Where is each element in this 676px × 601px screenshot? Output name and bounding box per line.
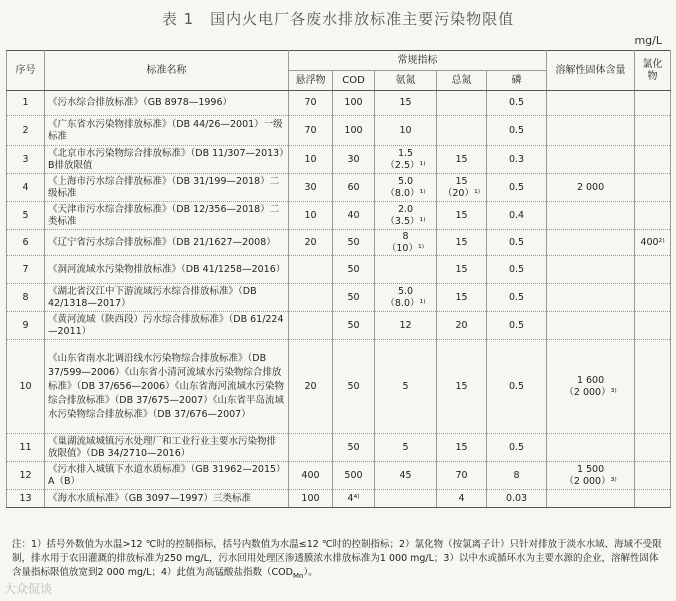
- cell-name: 《洞河流域水污染物排放标准》（DB 41/1258—2016）: [45, 256, 289, 284]
- cell-no: 2: [7, 116, 45, 146]
- cell-tds: [547, 230, 635, 256]
- cell-tn: 70: [437, 462, 487, 490]
- header-conventional: 常规指标: [289, 51, 547, 71]
- cell-cl: [635, 256, 671, 284]
- cell-ss: [289, 312, 333, 340]
- cell-name: 《海水水质标准》（GB 3097—1997）三类标准: [45, 490, 289, 508]
- cell-ss: 70: [289, 116, 333, 146]
- table-row: [7, 174, 671, 202]
- table-row: [7, 116, 671, 146]
- table-row: [7, 462, 671, 490]
- cell-tn: 15: [437, 256, 487, 284]
- cell-no: 13: [7, 490, 45, 508]
- cell-cl: [635, 434, 671, 462]
- cell-ss: 70: [289, 91, 333, 116]
- cell-tds: [547, 256, 635, 284]
- table-row: [7, 230, 671, 256]
- cell-tn: 15: [437, 146, 487, 174]
- cell-no: 6: [7, 230, 45, 256]
- header-no: 序号: [7, 51, 45, 91]
- unit-label: mg/L: [634, 34, 662, 47]
- cell-p: 0.5: [487, 116, 547, 146]
- cell-tds: 1 500 （2 000）³⁾: [547, 462, 635, 490]
- cell-nh3: 2.0 （3.5）¹⁾: [375, 202, 437, 230]
- cell-ss: [289, 434, 333, 462]
- cell-cod: 60: [333, 174, 375, 202]
- cell-cl: [635, 174, 671, 202]
- cell-tn: 15: [437, 230, 487, 256]
- cell-p: 0.5: [487, 284, 547, 312]
- cell-ss: 20: [289, 230, 333, 256]
- cell-no: 4: [7, 174, 45, 202]
- cell-p: 0.5: [487, 174, 547, 202]
- table-row: [7, 256, 671, 284]
- table-row: [7, 434, 671, 462]
- cell-name: 《山东省南水北调沿线水污染物综合排放标准》（DB 37/599—2006）《山东省小清河流域水污染物综合排放标准》（DB 37/656—2006）《山东省海河流域水污染物综合排放标准》（DB 37/675—2007）《山东省半岛流域水污染物综合排放标准》（DB 37/676—2007）: [45, 340, 289, 434]
- header-ss: 悬浮物: [289, 71, 333, 91]
- cell-tds: 1 600 （2 000）³⁾: [547, 340, 635, 434]
- cell-cod: 4⁴⁾: [333, 490, 375, 508]
- header-p: 磷: [487, 71, 547, 91]
- cell-tn: 15: [437, 202, 487, 230]
- cell-ss: 10: [289, 202, 333, 230]
- cell-ss: [289, 256, 333, 284]
- table-title: 表 1 国内火电厂各废水排放标准主要污染物限值: [161, 10, 515, 28]
- header-nh3: 氨氮: [375, 71, 437, 91]
- cell-cod: 100: [333, 116, 375, 146]
- cell-name: 《湖北省汉江中下游流域污水综合排放标准》（DB 42/1318—2017）: [45, 284, 289, 312]
- cell-ss: 20: [289, 340, 333, 434]
- table-row: [7, 202, 671, 230]
- cell-tds: [547, 434, 635, 462]
- cell-no: 7: [7, 256, 45, 284]
- header-name: 标准名称: [45, 51, 289, 91]
- table-row: [7, 146, 671, 174]
- cell-p: 0.3: [487, 146, 547, 174]
- cell-tn: 4: [437, 490, 487, 508]
- table-row: [7, 490, 671, 508]
- cell-no: 12: [7, 462, 45, 490]
- cell-cl: [635, 340, 671, 434]
- cell-tn: 15: [437, 284, 487, 312]
- cell-cod: 30: [333, 146, 375, 174]
- cell-nh3: 5.0 （8.0）¹⁾: [375, 284, 437, 312]
- table-row: [7, 284, 671, 312]
- header-cod: COD: [333, 71, 375, 91]
- cell-nh3: 8 （10）¹⁾: [375, 230, 437, 256]
- cell-p: 0.03: [487, 490, 547, 508]
- pollutant-limits-table: [6, 50, 671, 508]
- cell-cl: [635, 116, 671, 146]
- cell-p: 0.5: [487, 434, 547, 462]
- cell-tn: 15 （20）¹⁾: [437, 174, 487, 202]
- cell-tds: 2 000: [547, 174, 635, 202]
- cell-name: 《黄河流域（陕西段）污水综合排放标准》（DB 61/224—2011）: [45, 312, 289, 340]
- cell-name: 《辽宁省污水综合排放标准》（DB 21/1627—2008）: [45, 230, 289, 256]
- cell-no: 1: [7, 91, 45, 116]
- cell-cod: 40: [333, 202, 375, 230]
- cell-tn: 15: [437, 434, 487, 462]
- cell-tn: 15: [437, 340, 487, 434]
- cell-nh3: 12: [375, 312, 437, 340]
- cell-nh3: 1.5 （2.5）¹⁾: [375, 146, 437, 174]
- cell-name: 《上海市污水综合排放标准》（DB 31/199—2018）二级标准: [45, 174, 289, 202]
- header-tds: 溶解性固体含量: [547, 51, 635, 91]
- cell-p: 0.5: [487, 91, 547, 116]
- cell-tn: [437, 91, 487, 116]
- cell-cod: 500: [333, 462, 375, 490]
- cell-p: 8: [487, 462, 547, 490]
- cell-cl: [635, 312, 671, 340]
- cell-tds: [547, 146, 635, 174]
- cell-nh3: 5.0 （8.0）¹⁾: [375, 174, 437, 202]
- cell-p: 0.5: [487, 230, 547, 256]
- cell-p: 0.5: [487, 312, 547, 340]
- cell-cod: 50: [333, 230, 375, 256]
- cell-cl: [635, 146, 671, 174]
- cell-p: 0.4: [487, 202, 547, 230]
- cell-name: 《广东省水污染物排放标准》（DB 44/26—2001）一级标准: [45, 116, 289, 146]
- header-tn: 总氮: [437, 71, 487, 91]
- watermark-text: 大众侃谈: [4, 582, 53, 596]
- cell-p: 0.5: [487, 340, 547, 434]
- cell-nh3: [375, 256, 437, 284]
- cell-no: 9: [7, 312, 45, 340]
- cell-cod: 50: [333, 340, 375, 434]
- cell-p: 0.5: [487, 256, 547, 284]
- cell-ss: [289, 284, 333, 312]
- header-chloride: 氯化物: [635, 51, 671, 91]
- cell-nh3: [375, 490, 437, 508]
- cell-name: 《污水综合排放标准》（GB 8978—1996）: [45, 91, 289, 116]
- cell-ss: 400: [289, 462, 333, 490]
- cell-cl: [635, 284, 671, 312]
- cell-tds: [547, 116, 635, 146]
- cell-cl: [635, 490, 671, 508]
- cell-tn: [437, 116, 487, 146]
- cell-cod: 50: [333, 312, 375, 340]
- cell-nh3: 45: [375, 462, 437, 490]
- cell-ss: 100: [289, 490, 333, 508]
- cell-nh3: 5: [375, 434, 437, 462]
- cell-cl: [635, 462, 671, 490]
- cell-name: 《污水排入城镇下水道水质标准》（GB 31962—2015）A（B）: [45, 462, 289, 490]
- cell-cl: 400²⁾: [635, 230, 671, 256]
- cell-no: 10: [7, 340, 45, 434]
- cell-no: 8: [7, 284, 45, 312]
- cell-nh3: 15: [375, 91, 437, 116]
- cell-ss: 30: [289, 174, 333, 202]
- cell-cl: [635, 91, 671, 116]
- cell-tds: [547, 490, 635, 508]
- cell-no: 11: [7, 434, 45, 462]
- cell-cod: 50: [333, 284, 375, 312]
- cell-nh3: 10: [375, 116, 437, 146]
- cell-ss: 10: [289, 146, 333, 174]
- table-row: [7, 312, 671, 340]
- cell-name: 《巢湖流域城镇污水处理厂和工业行业主要水污染物排放限值》（DB 34/2710—2016）: [45, 434, 289, 462]
- cell-name: 《天津市污水综合排放标准》（DB 12/356—2018）二类标准: [45, 202, 289, 230]
- table-row: [7, 91, 671, 116]
- cell-cod: 100: [333, 91, 375, 116]
- cell-no: 5: [7, 202, 45, 230]
- cell-tn: 20: [437, 312, 487, 340]
- table-row: [7, 340, 671, 434]
- cell-name: 《北京市水污染物综合排放标准》（DB 11/307—2013）B排放限值: [45, 146, 289, 174]
- cell-tds: [547, 312, 635, 340]
- cell-no: 3: [7, 146, 45, 174]
- cell-cod: 50: [333, 434, 375, 462]
- cell-tds: [547, 284, 635, 312]
- cell-tds: [547, 202, 635, 230]
- cell-cl: [635, 202, 671, 230]
- cell-tds: [547, 91, 635, 116]
- cell-nh3: 5: [375, 340, 437, 434]
- cell-cod: 50: [333, 256, 375, 284]
- table-footnote: 注：1）括号外数值为水温>12 ℃时的控制指标，括号内数值为水温≤12 ℃时的控制指标；2）氯化物（按氯离子计）只针对排放于淡水水域、海域不受限制，排水用于农田灌溉的排放标准为250 mg/L，污水回用处理区渗透膜浓水排放标准为1 000 mg/L；3）以中水或循环水为主要水源的企业，溶解性固体含量指标限值放宽到2 000 mg/L；4）此值为高锰酸盐指数$(COD_{Mn})$。: [12, 539, 662, 580]
